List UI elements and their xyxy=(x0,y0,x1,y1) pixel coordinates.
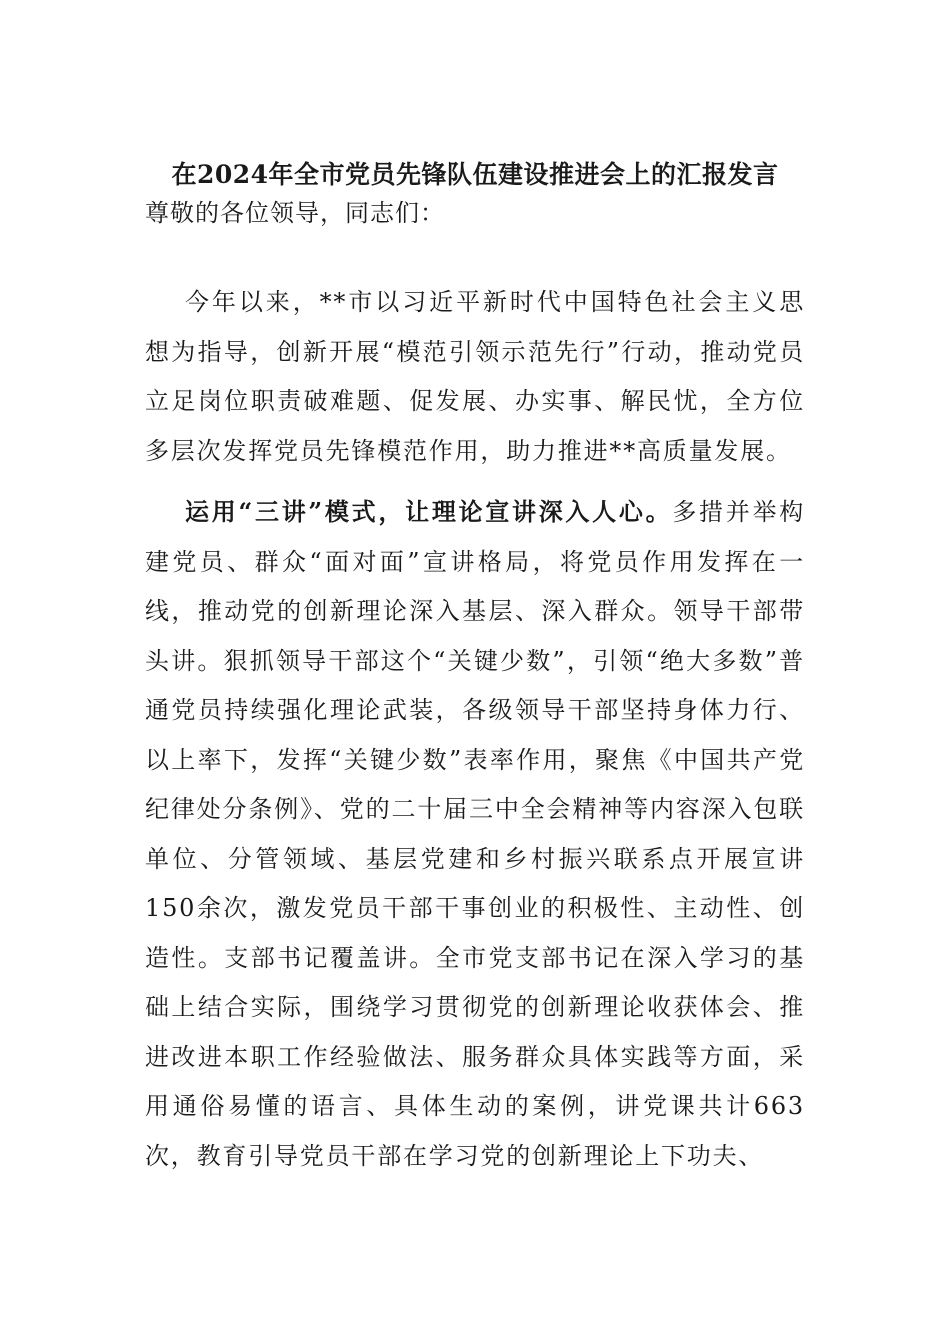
intro-paragraph xyxy=(145,278,805,476)
section-paragraph-text: 多措并举构建党员、群众“面对面”宣讲格局，将党员作用发挥在一线，推动党的创新理论深入基层、深入群众。领导干部带头讲。狠抓领导干部这个“关键少数”，引领“绝大多数”普通党员持续强化理论武装，各级领导干部坚持身体力行、以上率下，发挥“关键少数”表率作用，聚焦《中国共产党纪律处分条例》、党的二十届三中全会精神等内容深入包联单位、分管领域、基层党建和乡村振兴联系点开展宣讲150余次，激发党员干部干事创业的积极性、主动性、创造性。支部书记覆盖讲。全市党支部书记在深入学习的基础上结合实际，围绕学习贯彻党的创新理论收获体会、推进改进本职工作经验做法、服务群众具体实践等方面，采用通俗易懂的语言、具体生动的案例，讲党课共计663次，教育引导党员干部在学习党的创新理论上下功夫、 xyxy=(145,498,805,1170)
section-heading: 运用“三讲”模式，让理论宣讲深入人心。 xyxy=(185,497,673,526)
intro-paragraph-text: 今年以来，**市以习近平新时代中国特色社会主义思想为指导，创新开展“模范引领示范先行”行动，推动党员立足岗位职责破难题、促发展、办实事、解民忧，全方位多层次发挥党员先锋模范作用，助力推进**高质量发展。 xyxy=(145,288,805,465)
document-title: 在2024年全市党员先锋队伍建设推进会上的汇报发言 xyxy=(171,160,779,189)
section-paragraph xyxy=(145,487,805,1181)
salutation: 尊敬的各位领导，同志们： xyxy=(145,199,445,227)
